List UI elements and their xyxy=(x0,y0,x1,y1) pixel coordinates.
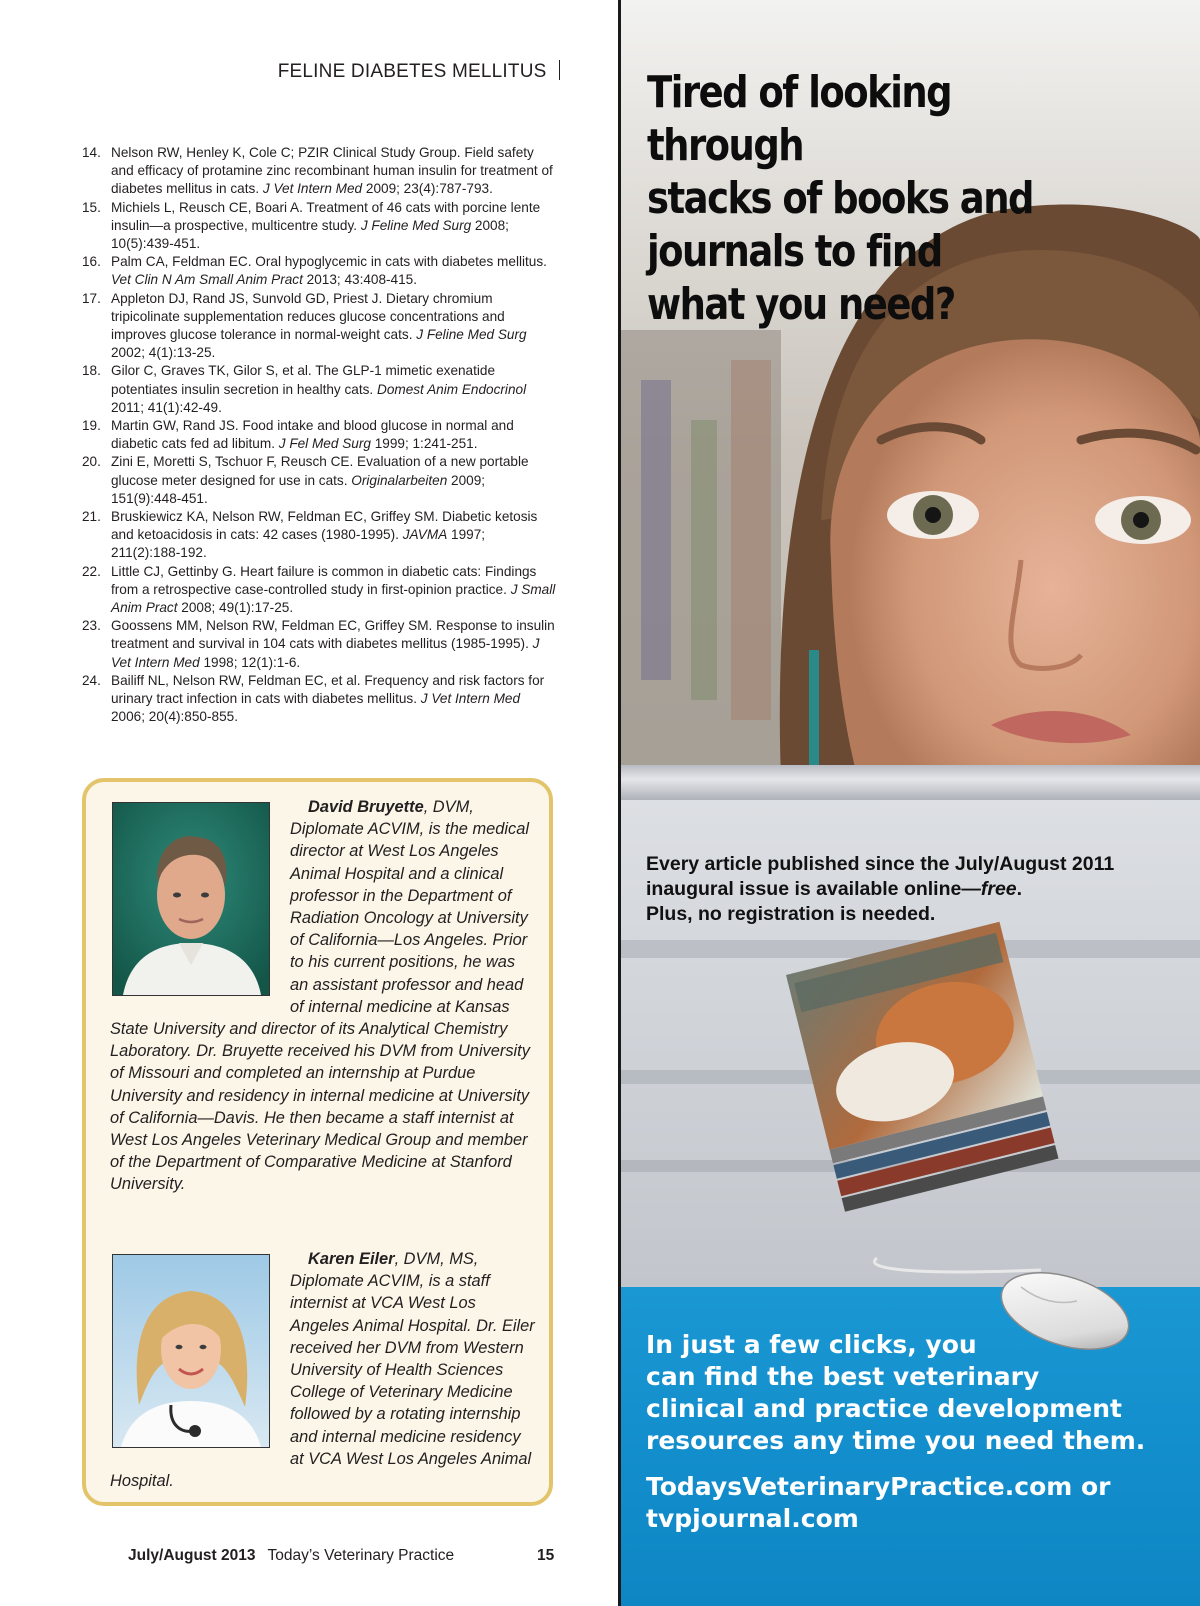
ad-url-line-2[interactable]: tvpjournal.com xyxy=(646,1504,859,1533)
reference-citation: 2006; 20(4):850-855. xyxy=(111,709,238,725)
reference-item xyxy=(82,253,556,289)
author-name-eiler: Karen Eiler xyxy=(308,1250,395,1268)
reference-number: 18. xyxy=(82,363,101,379)
reference-number: 17. xyxy=(82,290,101,306)
reference-citation: 2008; 10(5):439-451. xyxy=(111,217,509,252)
reference-citation: 2011; 41(1):42-49. xyxy=(111,399,222,415)
reference-journal: J Small Anim Pract xyxy=(111,581,556,616)
reference-citation: 2002; 4(1):13-25. xyxy=(111,345,216,361)
ad-subtext-line-2 xyxy=(646,877,1191,902)
author-photo-bruyette xyxy=(112,802,270,996)
author-bio-text-eiler: , DVM, MS, Diplomate ACVIM, is a staff internist at VCA West Los Angeles Animal Hospital. Dr. Eiler received her DVM from Western University of Health Sciences College of Veterinary Medicine followed by a rotating internship and internal medicine residency at VCA West Los Angeles Animal Hospital. xyxy=(110,1250,535,1491)
author-bio-text-bruyette: , DVM, Diplomate ACVIM, is the medical director at West Los Angeles Animal Hospital and a clinical professor in the Department of Radiation Oncology at University of California—Los Angeles. Prior to his current positions, he was an assistant professor and head of internal medicine at Kansas State University and director of its Analytical Chemistry Laboratory. Dr. Bruyette received his DVM from University of Missouri and completed an internship at Purdue University and residency in internal medicine at University of California—Davis. He then became a staff internist at West Los Angeles Veterinary Medical Group and member of the Department of Comparative Medicine at Stanford University. xyxy=(110,798,530,1194)
reference-journal: Domest Anim Endocrinol xyxy=(377,381,527,397)
running-head xyxy=(200,60,560,83)
reference-number: 16. xyxy=(82,254,101,270)
reference-authors-title: Nelson RW, Henley K, Cole C; PZIR Clinical Study Group. Field safety and efficacy of protamine zinc recombinant human insulin for treatment of diabetes mellitus in cats. xyxy=(111,145,553,197)
reference-journal: Originalarbeiten xyxy=(351,472,448,488)
footer-issue-date: July/August 2013 xyxy=(128,1547,256,1564)
reference-citation: 2009; 151(9):448-451. xyxy=(111,472,486,506)
ad-subtext-line-2-post: . xyxy=(1016,878,1023,900)
ad-headline-line-3: journals to find xyxy=(647,226,942,277)
running-head-text: FELINE DIABETES MELLITUS xyxy=(277,61,547,82)
reference-number: 21. xyxy=(82,509,101,525)
ad-subtext-free: free xyxy=(980,878,1017,900)
reference-authors-title: Appleton DJ, Rand JS, Sunvold GD, Priest J. Dietary chromium tripicolinate supplementation reduces glucose concentrations and improves glucose tolerance in normal-weight cats. xyxy=(111,290,505,343)
reference-item xyxy=(82,417,556,453)
footer-page-number: 15 xyxy=(537,1547,555,1564)
page-footer xyxy=(128,1547,568,1565)
reference-item xyxy=(82,290,556,363)
reference-citation: 1997; 211(2):188-192. xyxy=(111,527,486,561)
reference-authors-title: Bruskiewicz KA, Nelson RW, Feldman EC, Griffey SM. Diabetic ketosis and ketoacidosis in cats: 42 cases (1980-1995). xyxy=(111,509,538,543)
reference-journal: Vet Clin N Am Small Anim Pract xyxy=(111,272,303,288)
ad-url-line-1[interactable]: TodaysVeterinaryPractice.com or xyxy=(646,1472,1111,1501)
reference-number: 14. xyxy=(82,145,101,160)
author-photo-eiler xyxy=(112,1254,270,1448)
ad-website-link[interactable] xyxy=(646,1471,1191,1535)
reference-authors-title: Goossens MM, Nelson RW, Feldman EC, Griffey SM. Response to insulin treatment and survival in 104 cats with diabetes mellitus (1985-1995). xyxy=(111,618,555,652)
reference-item xyxy=(82,453,556,508)
reference-journal: J Vet Intern Med xyxy=(420,691,521,707)
reference-authors-title: Gilor C, Graves TK, Gilor S, et al. The GLP-1 mimetic exenatide potentiates insulin secretion in healthy cats. xyxy=(111,363,496,397)
reference-authors-title: Little CJ, Gettinby G. Heart failure is common in diabetic cats: Findings from a retrospective case-controlled study in first-opinion practice. xyxy=(111,563,537,597)
reference-citation: 2008; 49(1):17-25. xyxy=(177,600,294,616)
reference-citation: 1998; 12(1):1-6. xyxy=(199,654,301,670)
reference-number: 19. xyxy=(82,418,101,434)
reference-authors-title: Martin GW, Rand JS. Food intake and blood glucose in normal and diabetic cats fed ad libitum. xyxy=(111,418,514,452)
reference-item xyxy=(82,563,556,618)
reference-number: 22. xyxy=(82,563,101,579)
reference-authors-title: Zini E, Moretti S, Tschuor F, Reusch CE. Evaluation of a new portable glucose meter designed for use in cats. xyxy=(111,454,529,488)
ad-subtext-line-1: Every article published since the July/August 2011 xyxy=(646,853,1115,875)
ad-subtext xyxy=(646,852,1191,927)
ad-clicks-line-4: resources any time you need them. xyxy=(646,1426,1146,1455)
running-head-rule xyxy=(559,60,561,80)
ad-clicks-line-3: clinical and practice development xyxy=(646,1394,1122,1423)
ad-subtext-line-2-pre: inaugural issue is available online— xyxy=(646,878,981,900)
reference-journal: J Feline Med Surg xyxy=(360,217,472,233)
ad-headline-line-4: what you need? xyxy=(647,279,955,330)
reference-journal: J Vet Intern Med xyxy=(111,636,540,670)
computer-mouse-icon xyxy=(993,1265,1135,1355)
reference-number: 23. xyxy=(82,618,101,634)
reference-journal: J Fel Med Surg xyxy=(278,436,371,452)
reference-item xyxy=(82,144,556,199)
reference-journal: J Vet Intern Med xyxy=(262,181,363,197)
reference-item xyxy=(82,362,556,417)
reference-number: 15. xyxy=(82,199,101,215)
ad-headline-line-2: stacks of books and xyxy=(647,173,1033,224)
ad-headline-line-1: Tired of looking through xyxy=(647,67,952,171)
author-bio-box xyxy=(82,778,553,1506)
reference-journal: J Feline Med Surg xyxy=(416,327,527,343)
reference-citation: 2009; 23(4):787-793. xyxy=(362,181,493,197)
reference-number: 20. xyxy=(82,454,101,470)
advertisement xyxy=(621,0,1200,1606)
ad-headline xyxy=(647,66,1101,331)
reference-item xyxy=(82,508,556,563)
reference-citation: 1999; 1:241-251. xyxy=(370,436,478,452)
reference-journal: JAVMA xyxy=(402,527,448,543)
reference-list xyxy=(82,144,556,727)
reference-authors-title: Palm CA, Feldman EC. Oral hypoglycemic in cats with diabetes mellitus. xyxy=(111,254,547,270)
author-bio-bruyette xyxy=(110,796,536,1196)
reference-item xyxy=(82,672,556,727)
reference-item xyxy=(82,199,556,254)
author-name-bruyette: David Bruyette xyxy=(308,798,424,816)
ad-clicks-line-2: can find the best veterinary xyxy=(646,1362,1040,1391)
ad-clicks-line-1: In just a few clicks, you xyxy=(646,1330,977,1359)
reference-item xyxy=(82,617,556,672)
reference-authors-title: Bailiff NL, Nelson RW, Feldman EC, et al. Frequency and risk factors for urinary tract infection in cats with diabetes mellitus. xyxy=(111,672,545,707)
reference-authors-title: Michiels L, Reusch CE, Boari A. Treatment of 46 cats with porcine lente insulin—a prospective, multicentre study. xyxy=(111,199,541,233)
reference-citation: 2013; 43:408-415. xyxy=(302,272,418,288)
footer-journal-name: Today’s Veterinary Practice xyxy=(267,1547,455,1564)
reference-number: 24. xyxy=(82,672,101,688)
author-bio-eiler xyxy=(110,1248,536,1492)
ad-subtext-line-3: Plus, no registration is needed. xyxy=(646,903,936,925)
